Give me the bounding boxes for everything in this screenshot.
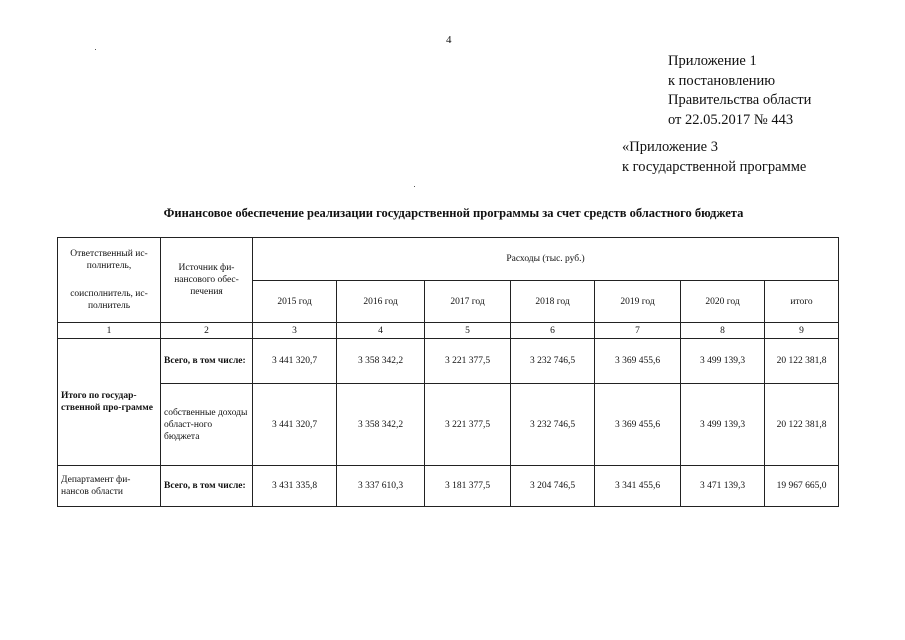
value-cell: 3 499 139,3: [681, 384, 765, 466]
header-responsible-line: соисполнитель, ис-полнитель: [70, 289, 148, 311]
source-cell: собственные доходы област-ного бюджета: [161, 384, 253, 466]
column-number: 6: [511, 323, 595, 339]
header-total: итого: [765, 281, 839, 323]
column-number: 1: [58, 323, 161, 339]
value-cell: 3 431 335,8: [253, 466, 337, 507]
responsible-cell: Итого по государ-ственной про-грамме: [58, 339, 161, 466]
column-number: 4: [337, 323, 425, 339]
header-responsible: [58, 238, 161, 323]
header-year: 2020 год: [681, 281, 765, 323]
header-year: 2017 год: [425, 281, 511, 323]
value-cell: 3 204 746,5: [511, 466, 595, 507]
page-number: 4: [446, 34, 452, 46]
total-cell: 19 967 665,0: [765, 466, 839, 507]
appendix-1-line: к постановлению: [668, 72, 776, 89]
value-cell: 3 221 377,5: [425, 384, 511, 466]
header-row: [58, 238, 839, 281]
appendix-3-line: «Приложение 3: [622, 139, 718, 155]
responsible-cell: Департамент фи-нансов области: [58, 466, 161, 507]
appendix-1-block: [668, 52, 811, 130]
header-expenses: Расходы (тыс. руб.): [253, 238, 839, 281]
document-title-text: Финансовое обеспечение реализации государственной программы за счет средств областного бюджета: [163, 206, 744, 220]
source-cell: Всего, в том числе:: [161, 339, 253, 384]
financing-table: [57, 237, 839, 507]
value-cell: 3 369 455,6: [595, 384, 681, 466]
value-cell: 3 471 139,3: [681, 466, 765, 507]
source-cell: Всего, в том числе:: [161, 466, 253, 507]
appendix-1-line: от 22.05.2017 № 443: [668, 111, 794, 128]
header-responsible-line: Ответственный ис-полнитель,: [70, 249, 148, 271]
scan-speck: [95, 49, 96, 50]
header-year: 2015 год: [253, 281, 337, 323]
table-row: [58, 384, 839, 466]
value-cell: 3 341 455,6: [595, 466, 681, 507]
header-year: 2019 год: [595, 281, 681, 323]
document-title: [0, 206, 905, 221]
table-row: [58, 339, 839, 384]
value-cell: 3 441 320,7: [253, 384, 337, 466]
column-number: 9: [765, 323, 839, 339]
column-number: 8: [681, 323, 765, 339]
total-cell: 20 122 381,8: [765, 384, 839, 466]
appendix-1-line: Приложение 1: [668, 53, 757, 69]
value-cell: 3 358 342,2: [337, 339, 425, 384]
value-cell: 3 181 377,5: [425, 466, 511, 507]
value-cell: 3 369 455,6: [595, 339, 681, 384]
appendix-3-line: к государственной программе: [622, 158, 807, 175]
value-cell: 3 441 320,7: [253, 339, 337, 384]
header-source: Источник фи-нансового обес-печения: [161, 238, 253, 323]
column-number: 5: [425, 323, 511, 339]
value-cell: 3 232 746,5: [511, 384, 595, 466]
appendix-3-block: [622, 138, 806, 177]
column-number: 7: [595, 323, 681, 339]
value-cell: 3 499 139,3: [681, 339, 765, 384]
value-cell: 3 337 610,3: [337, 466, 425, 507]
value-cell: 3 221 377,5: [425, 339, 511, 384]
total-cell: 20 122 381,8: [765, 339, 839, 384]
value-cell: 3 358 342,2: [337, 384, 425, 466]
column-number: 2: [161, 323, 253, 339]
column-number-row: [58, 323, 839, 339]
header-year: 2018 год: [511, 281, 595, 323]
table-row: [58, 466, 839, 507]
scan-speck: [414, 186, 415, 187]
column-number: 3: [253, 323, 337, 339]
value-cell: 3 232 746,5: [511, 339, 595, 384]
appendix-1-line: Правительства области: [668, 92, 812, 108]
header-year: 2016 год: [337, 281, 425, 323]
